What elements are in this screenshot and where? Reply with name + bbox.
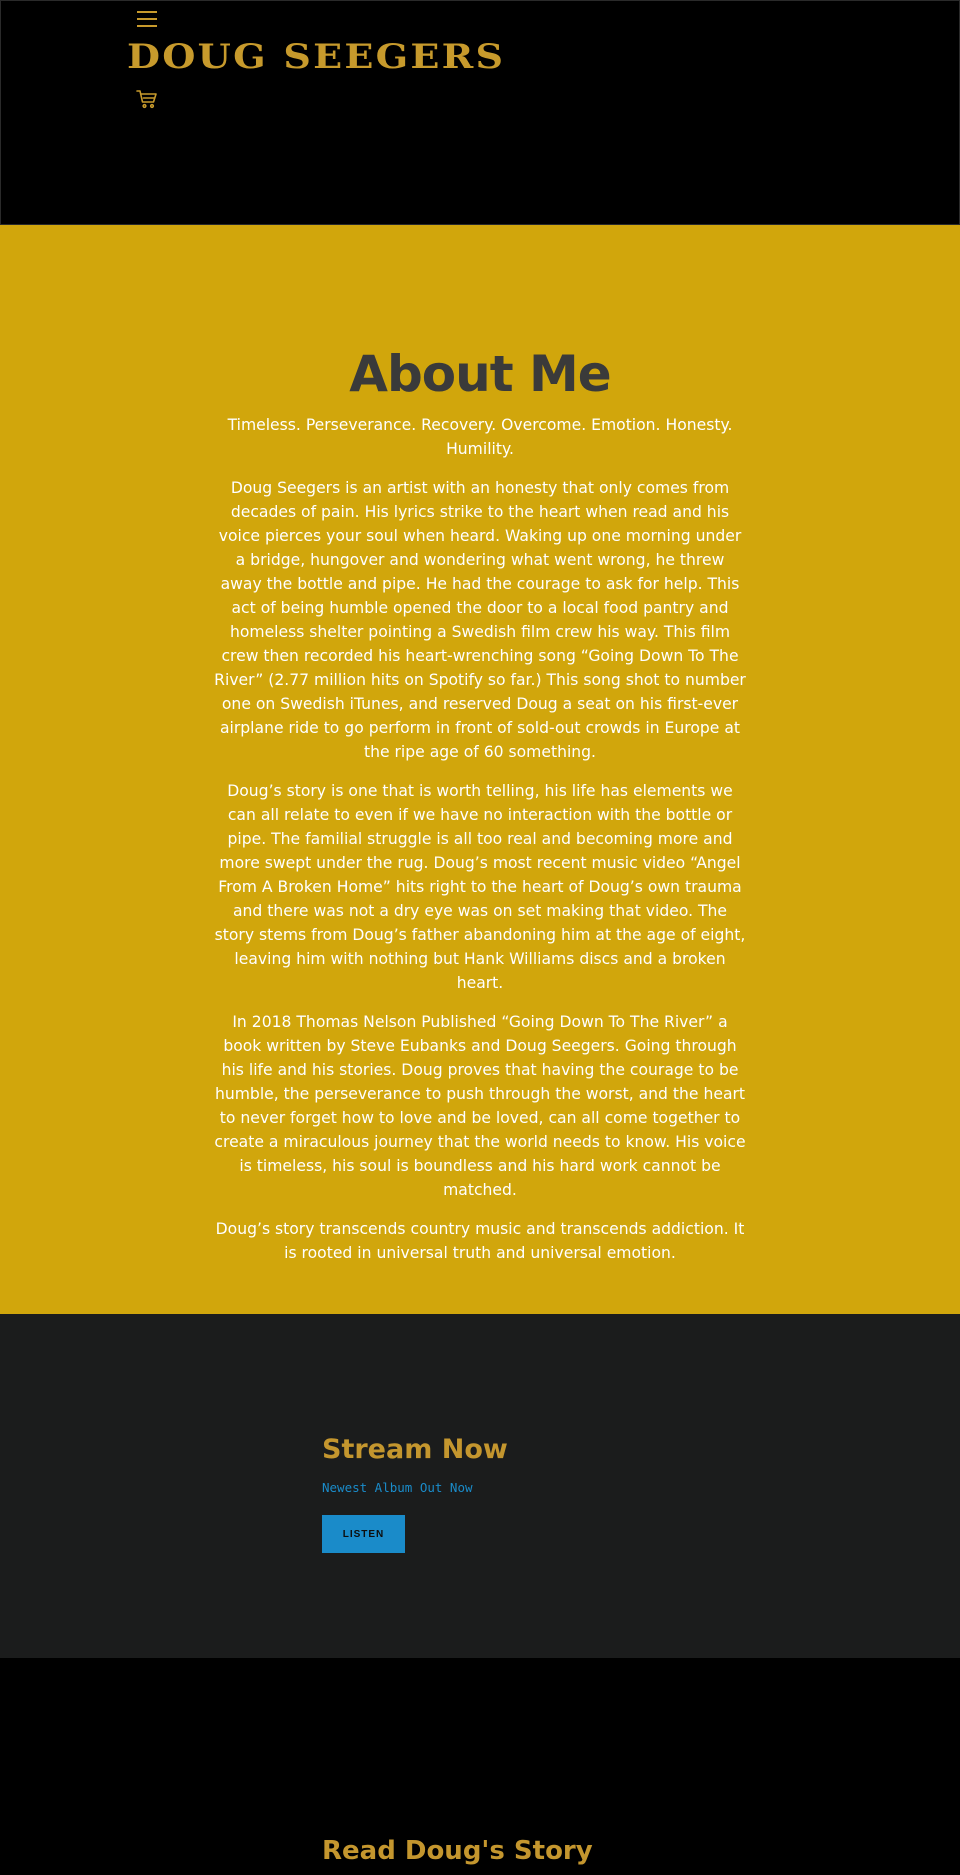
about-paragraph: Doug Seegers is an artist with an honesty that only comes from decades of pain. His lyrics strike to the heart when read and his voice pierces your soul when heard. Waking up one morning under a bridge, hungover and wondering what went wrong, he threw away the bottle and pipe. He had the courage to ask for help. This act of being humble opened the door to a local food pantry and homeless shelter pointing a Swedish film crew his way. This film crew then recorded his heart-wrenching song “Going Down To The River” (2.77 million hits on Spotify so far.) This song shot to number one on Swedish iTunes, and reserved Doug a seat on his first-ever airplane ride to go perform in front of sold-out crowds in Europe at the ripe age of 60 something. [214,479,746,761]
stream-subtitle: Newest Album Out Now [322,1480,473,1495]
about-paragraph: In 2018 Thomas Nelson Published “Going Down To The River” a book written by Steve Eubanks and Doug Seegers. Going through his life and his stories. Doug proves that having the courage to be humble, the perseverance to push through the worst, and the heart to never forget how to love and be loved, can all come together to create a miraculous journey that the world needs to know. His voice is timeless, his soul is boundless and his hard work cannot be matched. [214,1013,746,1199]
listen-button[interactable]: LISTEN [322,1515,405,1553]
about-tagline: Timeless. Perseverance. Recovery. Overcome. Emotion. Honesty. Humility. [227,416,733,458]
site-header [0,0,960,225]
site-logo[interactable]: DOUG SEEGERS [127,37,506,77]
stream-title: Stream Now [322,1434,508,1465]
about-body [213,413,747,1280]
about-section [0,225,960,1314]
stream-section [0,1314,960,1658]
story-section [0,1658,960,1875]
about-paragraph: Doug’s story is one that is worth telling, his life has elements we can all relate to even if we have no interaction with the bottle or pipe. The familial struggle is all too real and becoming more and more swept under the rug. Doug’s most recent music video “Angel From A Broken Home” hits right to the heart of Doug’s own trauma and there was not a dry eye was on set making that video. The story stems from Doug’s father abandoning him at the age of eight, leaving him with nothing but Hank Williams discs and a broken heart. [214,782,746,992]
about-paragraph: Doug’s story transcends country music and transcends addiction. It is rooted in universal truth and universal emotion. [215,1220,745,1262]
about-title: About Me [349,345,611,403]
shopping-cart-icon[interactable] [135,87,159,111]
story-title: Read Doug's Story [322,1836,593,1866]
hamburger-menu-icon[interactable] [137,11,157,27]
